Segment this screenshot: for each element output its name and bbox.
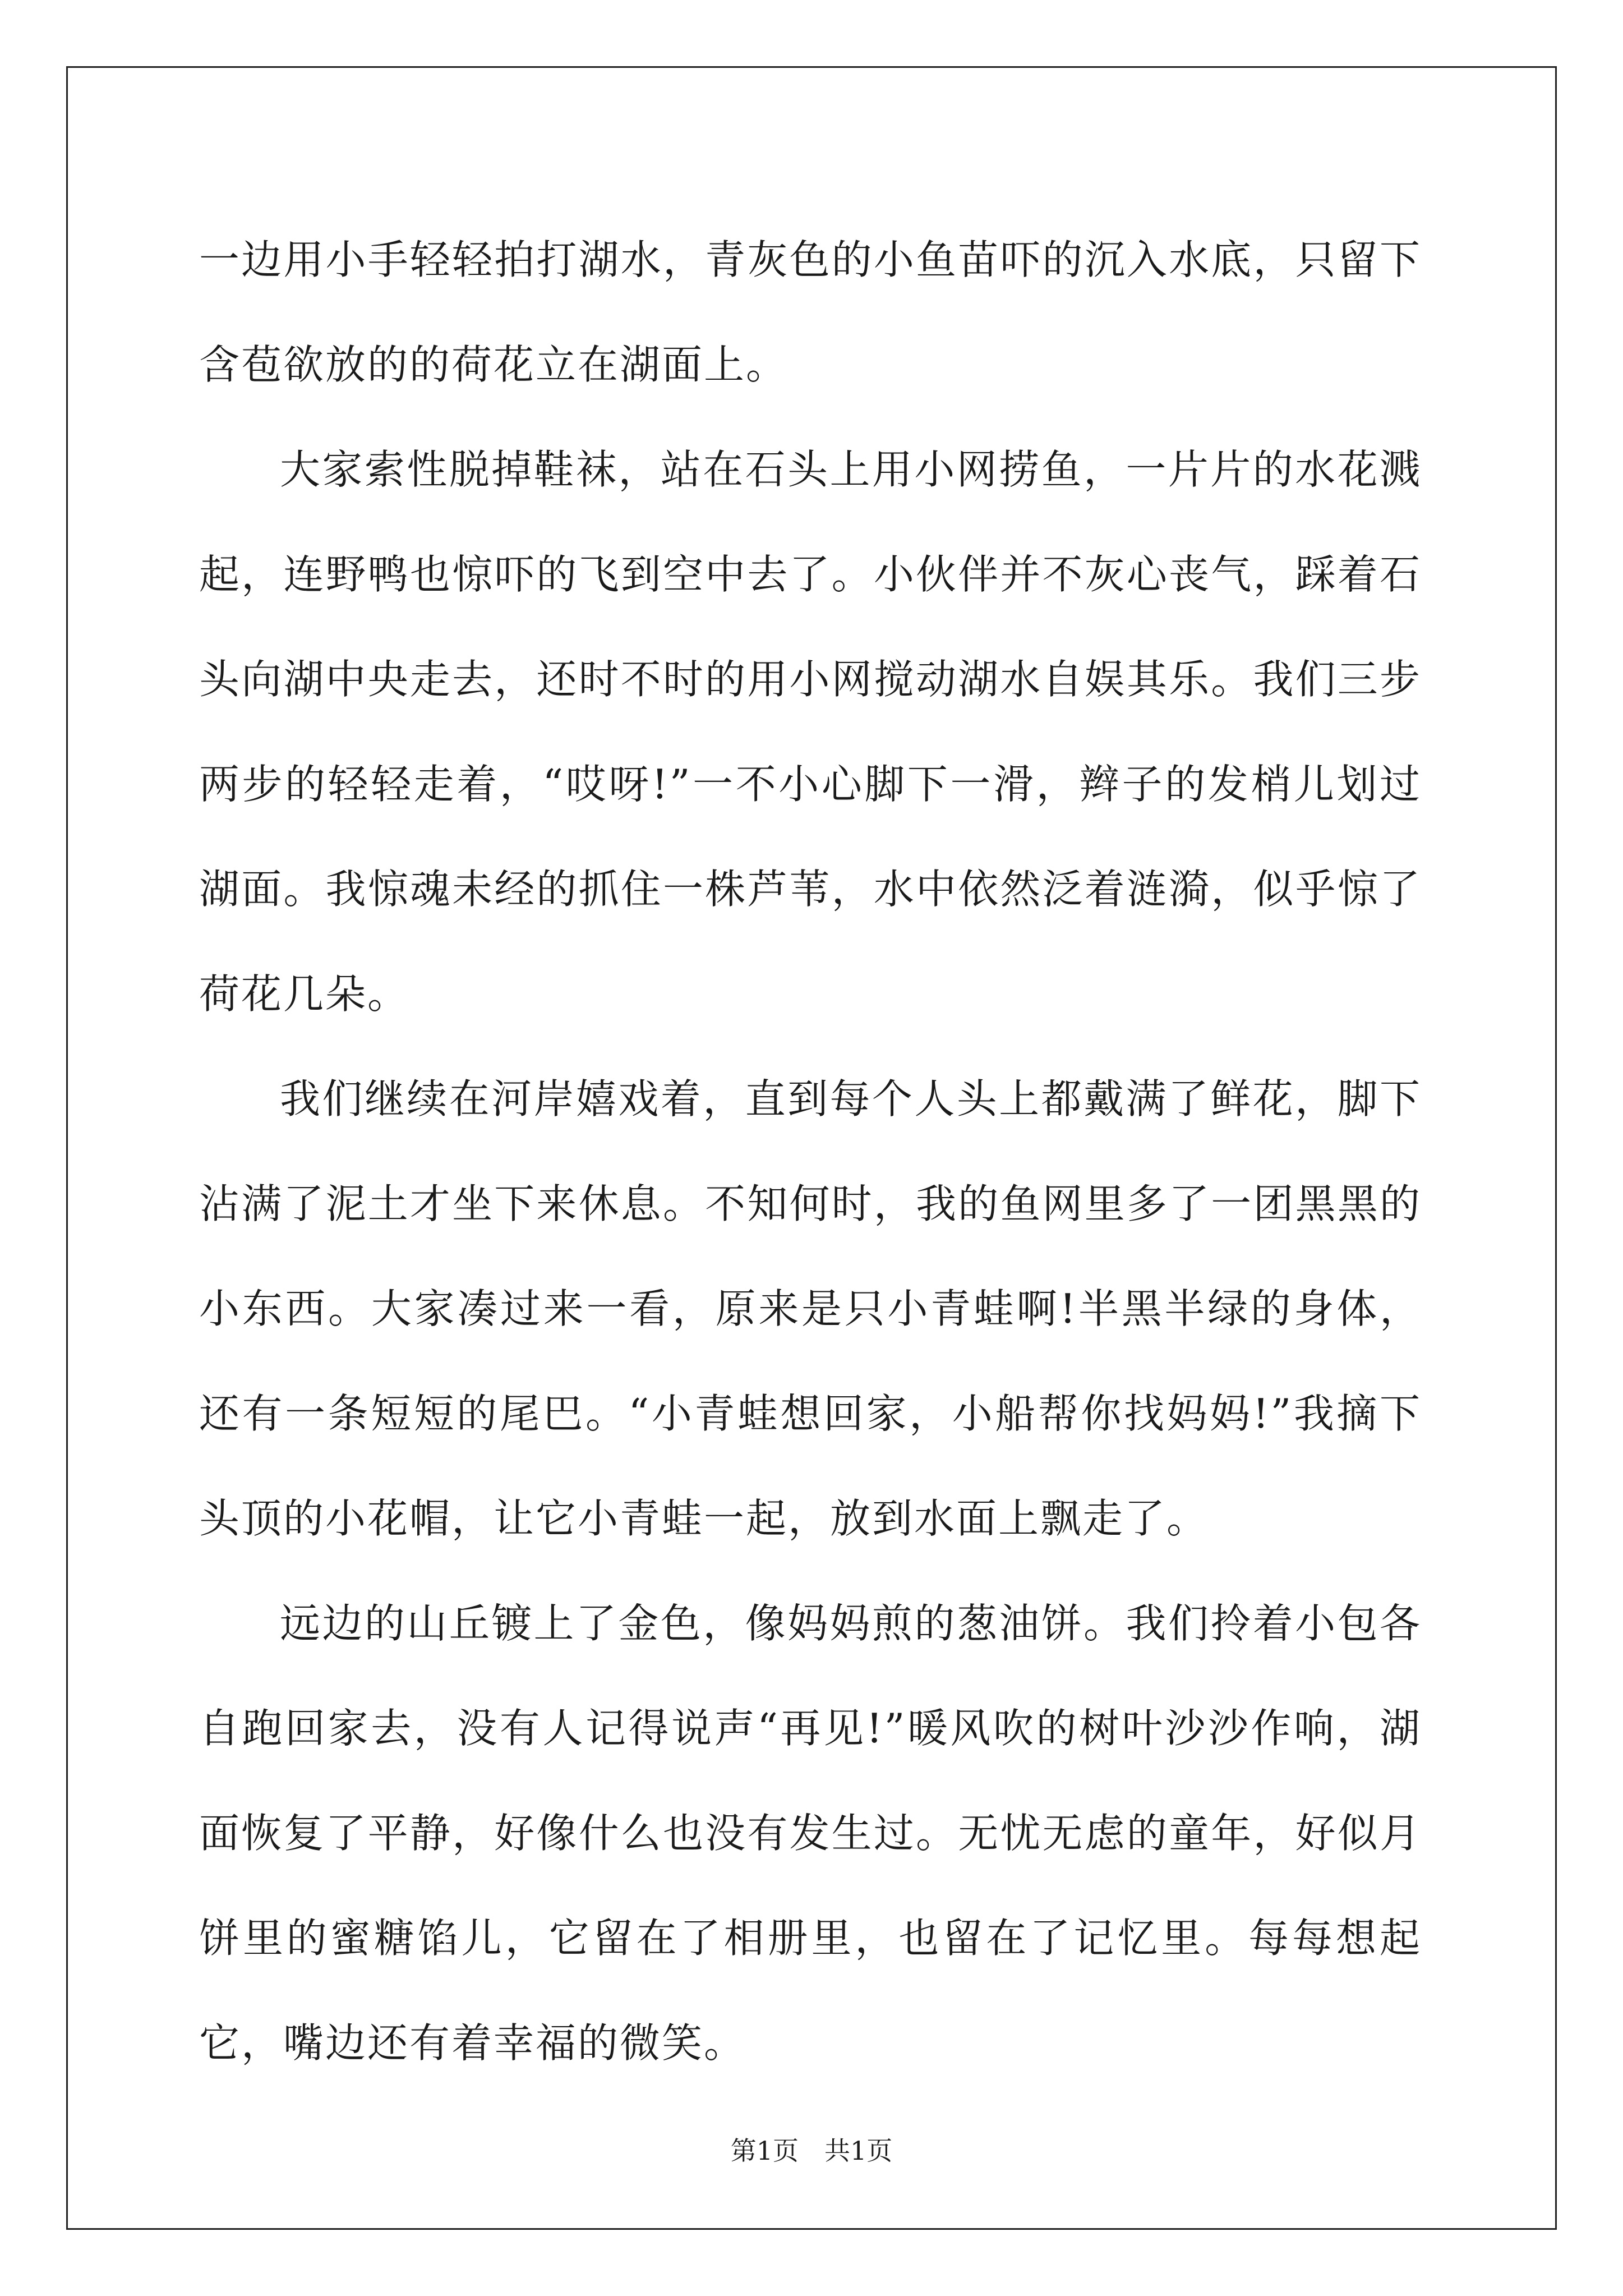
document-body [199, 208, 1422, 2096]
paragraph-4: 远边的山丘镀上了金色，像妈妈煎的葱油饼。我们拎着小包各自跑回家去，没有人记得说声“再见!”暖风吹的树叶沙沙作响，湖面恢复了平静，好像什么也没有发生过。无忧无虑的童年，好似月饼里的蜜糖馅儿，它留在了相册里，也留在了记忆里。每每想起它，嘴边还有着幸福的微笑。 [199, 1600, 1422, 2067]
paragraph-2: 大家索性脱掉鞋袜，站在石头上用小网捞鱼，一片片的水花溅起，连野鸭也惊吓的飞到空中去了。小伙伴并不灰心丧气，踩着石头向湖中央走去，还时不时的用小网搅动湖水自娱其乐。我们三步两步的轻轻走着，“哎呀!”一不小心脚下一滑，辫子的发梢儿划过湖面。我惊魂未经的抓住一株芦苇，水中依然泛着涟漪，似乎惊了荷花几朵。 [199, 446, 1422, 1018]
paragraph-1: 一边用小手轻轻拍打湖水，青灰色的小鱼苗吓的沉入水底，只留下含苞欲放的的荷花立在湖面上。 [199, 236, 1422, 388]
paragraph-3: 我们继续在河岸嬉戏着，直到每个人头上都戴满了鲜花，脚下沾满了泥土才坐下来休息。不知何时，我的鱼网里多了一团黑黑的小东西。大家凑过来一看，原来是只小青蛙啊!半黑半绿的身体，还有一条短短的尾巴。“小青蛙想回家，小船帮你找妈妈!”我摘下头顶的小花帽，让它小青蛙一起，放到水面上飘走了。 [199, 1075, 1422, 1542]
page-footer: 第1页 共1页 [730, 2136, 893, 2166]
